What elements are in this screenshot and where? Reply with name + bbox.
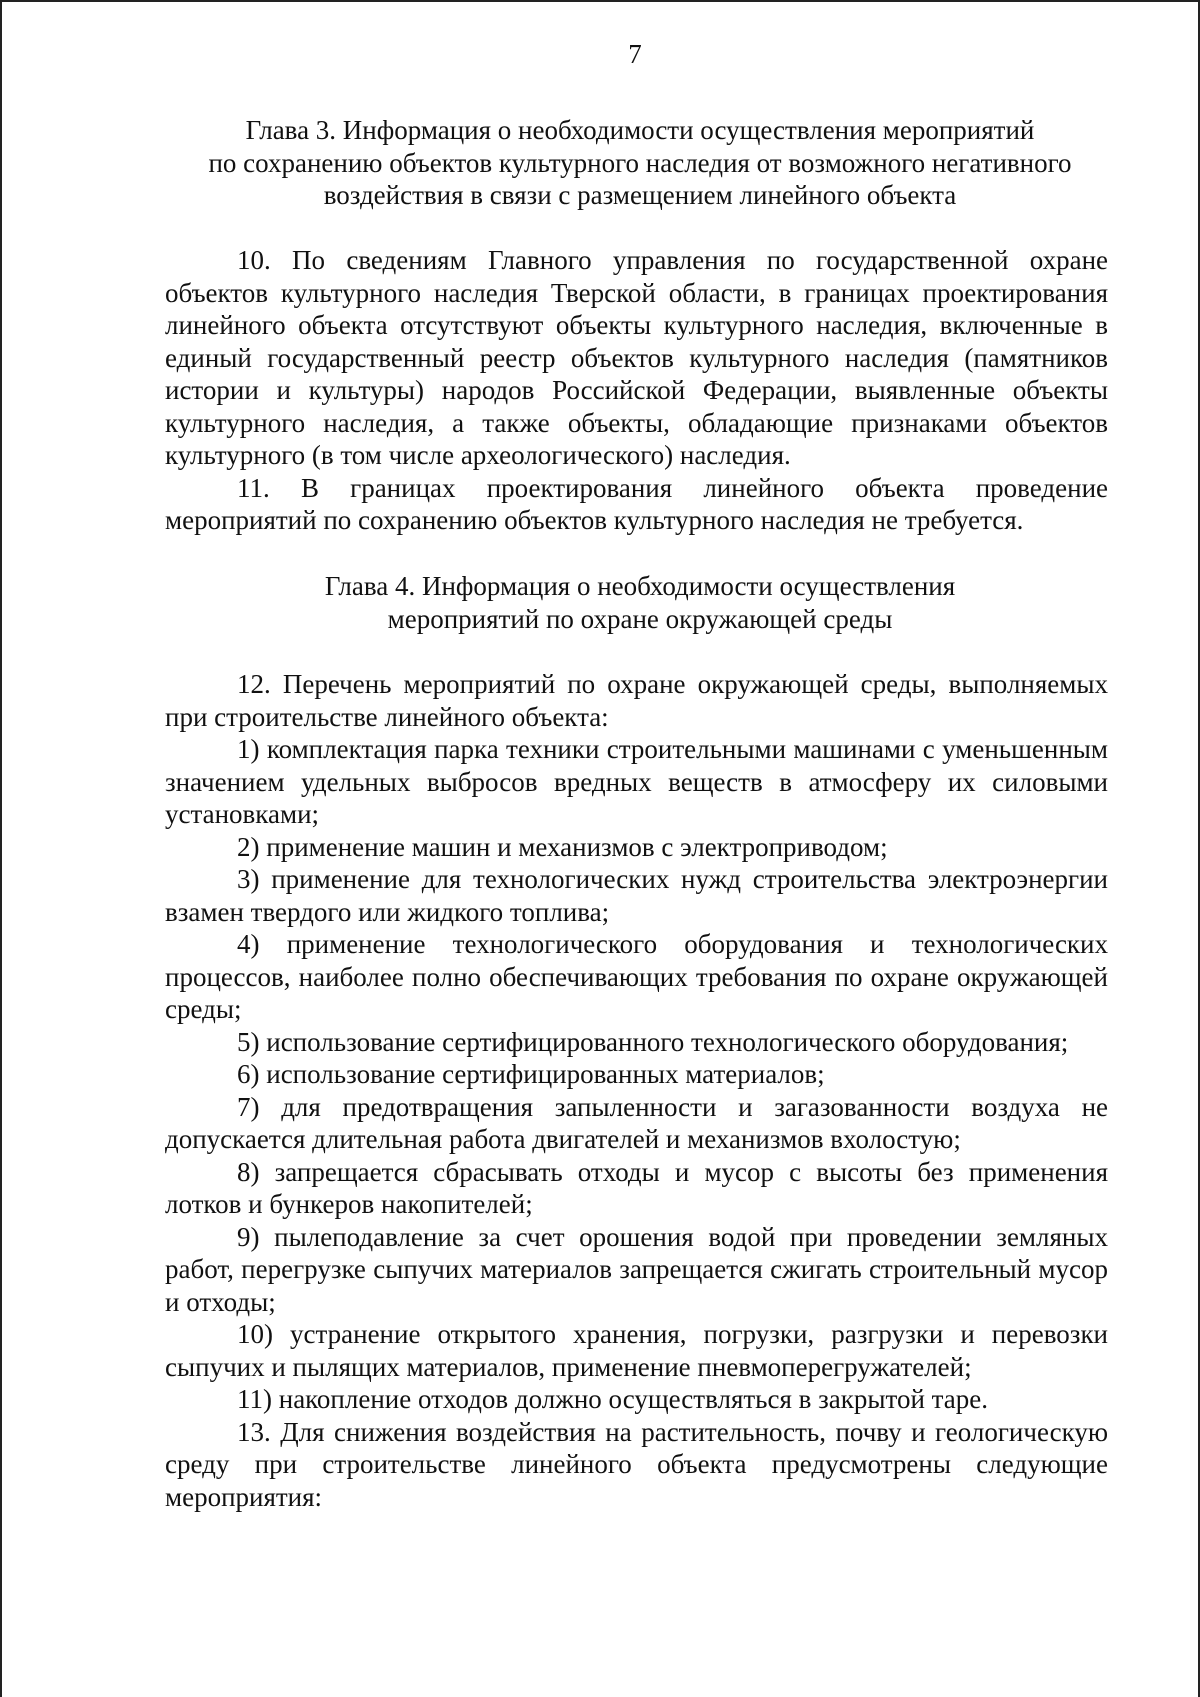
list-item-10 xyxy=(165,1318,1108,1383)
paragraph-11 xyxy=(165,472,1108,537)
paragraph-text: В границах проектирования линейного объекта проведение мероприятий по сохранению объектов культурного наследия не требуется. xyxy=(165,472,1109,535)
scan-edge-top xyxy=(0,0,1200,2)
paragraph-number: 10. xyxy=(237,245,271,275)
chapter-4-body xyxy=(165,668,1108,1513)
chapter-4-heading-line: мероприятий по охране окружающей среды xyxy=(387,603,893,634)
chapter-3-heading xyxy=(140,114,1140,212)
list-text: накопление отходов должно осуществляться в закрытой таре. xyxy=(278,1384,989,1414)
paragraph-number: 11. xyxy=(237,472,270,503)
list-number: 11) xyxy=(237,1384,272,1414)
list-number: 6) xyxy=(237,1059,260,1089)
list-item-1 xyxy=(165,733,1108,831)
paragraph-number: 13. xyxy=(237,1416,271,1447)
paragraph-number: 12. xyxy=(237,669,271,699)
list-text: для предотвращения запыленности и загазованности воздуха не допускается длительная работа двигателей и механизмов вхолостую; xyxy=(165,1091,1108,1154)
list-number: 2) xyxy=(237,831,260,862)
list-number: 1) xyxy=(237,734,260,764)
list-number: 10) xyxy=(237,1319,273,1349)
list-text: применение для технологических нужд строительства электроэнергии взамен твердого или жидкого топлива; xyxy=(165,864,1108,927)
list-text: использование сертифицированного технологического оборудования; xyxy=(266,1026,1069,1057)
list-item-2 xyxy=(165,831,1108,864)
chapter-4-heading-line: Глава 4. Информация о необходимости осуществления xyxy=(324,571,956,601)
list-item-3 xyxy=(165,863,1108,928)
list-item-8 xyxy=(165,1156,1108,1221)
chapter-3-heading-line: по сохранению объектов культурного наследия от возможного негативного xyxy=(208,147,1072,178)
list-item-4 xyxy=(165,928,1108,1026)
list-text: комплектация парка техники строительными машинами с уменьшенным значением удельных выбросов вредных веществ в атмосферу их силовыми установками; xyxy=(165,734,1108,829)
list-number: 7) xyxy=(237,1091,260,1122)
list-number: 9) xyxy=(237,1221,260,1252)
scan-edge-left xyxy=(0,0,2,1697)
paragraph-text: Для снижения воздействия на растительность, почву и геологическую среду при строительстве линейного объекта предусмотрены следующие мероприятия: xyxy=(165,1416,1108,1512)
list-text: пылеподавление за счет орошения водой при проведении земляных работ, перегрузке сыпучих материалов запрещается сжигать строительный мусор и отходы; xyxy=(165,1221,1109,1317)
chapter-4-heading xyxy=(140,570,1140,635)
chapter-3-body xyxy=(165,244,1108,537)
list-number: 3) xyxy=(237,864,260,894)
list-number: 8) xyxy=(237,1156,260,1187)
list-item-7 xyxy=(165,1091,1108,1156)
paragraph-text: Перечень мероприятий по охране окружающей среды, выполняемых при строительстве линейного объекта: xyxy=(165,669,1108,732)
list-text: использование сертифицированных материалов; xyxy=(266,1059,825,1089)
list-item-6 xyxy=(165,1058,1108,1091)
list-text: устранение открытого хранения, погрузки, разгрузки и перевозки сыпучих и пылящих материалов, применение пневмоперегружателей; xyxy=(165,1319,1109,1382)
list-item-11 xyxy=(165,1383,1108,1416)
list-text: запрещается сбрасывать отходы и мусор с высоты без применения лотков и бункеров накопителей; xyxy=(165,1156,1108,1219)
list-number: 4) xyxy=(237,929,260,959)
list-text: применение технологического оборудования и технологических процессов, наиболее полно обеспечивающих требования по охране окружающей среды; xyxy=(165,929,1108,1024)
paragraph-13 xyxy=(165,1416,1108,1514)
chapter-3-heading-line: Глава 3. Информация о необходимости осуществления мероприятий xyxy=(245,115,1035,145)
list-item-9 xyxy=(165,1221,1108,1319)
page-number: 7 xyxy=(628,39,642,69)
paragraph-text: По сведениям Главного управления по государственной охране объектов культурного наследия Тверской области, в границах проектирования линейного объекта отсутствуют объекты культурного наследия, включенные в единый государственный реестр объектов культурного наследия (памятников истории и культуры) народов Российской Федерации, выявленные объекты культурного наследия, а также объекты, обладающие признаками объектов культурного (в том числе археологического) наследия. xyxy=(165,245,1108,470)
paragraph-12 xyxy=(165,668,1108,733)
list-item-5 xyxy=(165,1026,1108,1059)
paragraph-10 xyxy=(165,244,1108,472)
chapter-3-heading-line: воздействия в связи с размещением линейного объекта xyxy=(323,180,957,210)
list-number: 5) xyxy=(237,1026,260,1057)
list-text: применение машин и механизмов с электроприводом; xyxy=(266,831,888,862)
